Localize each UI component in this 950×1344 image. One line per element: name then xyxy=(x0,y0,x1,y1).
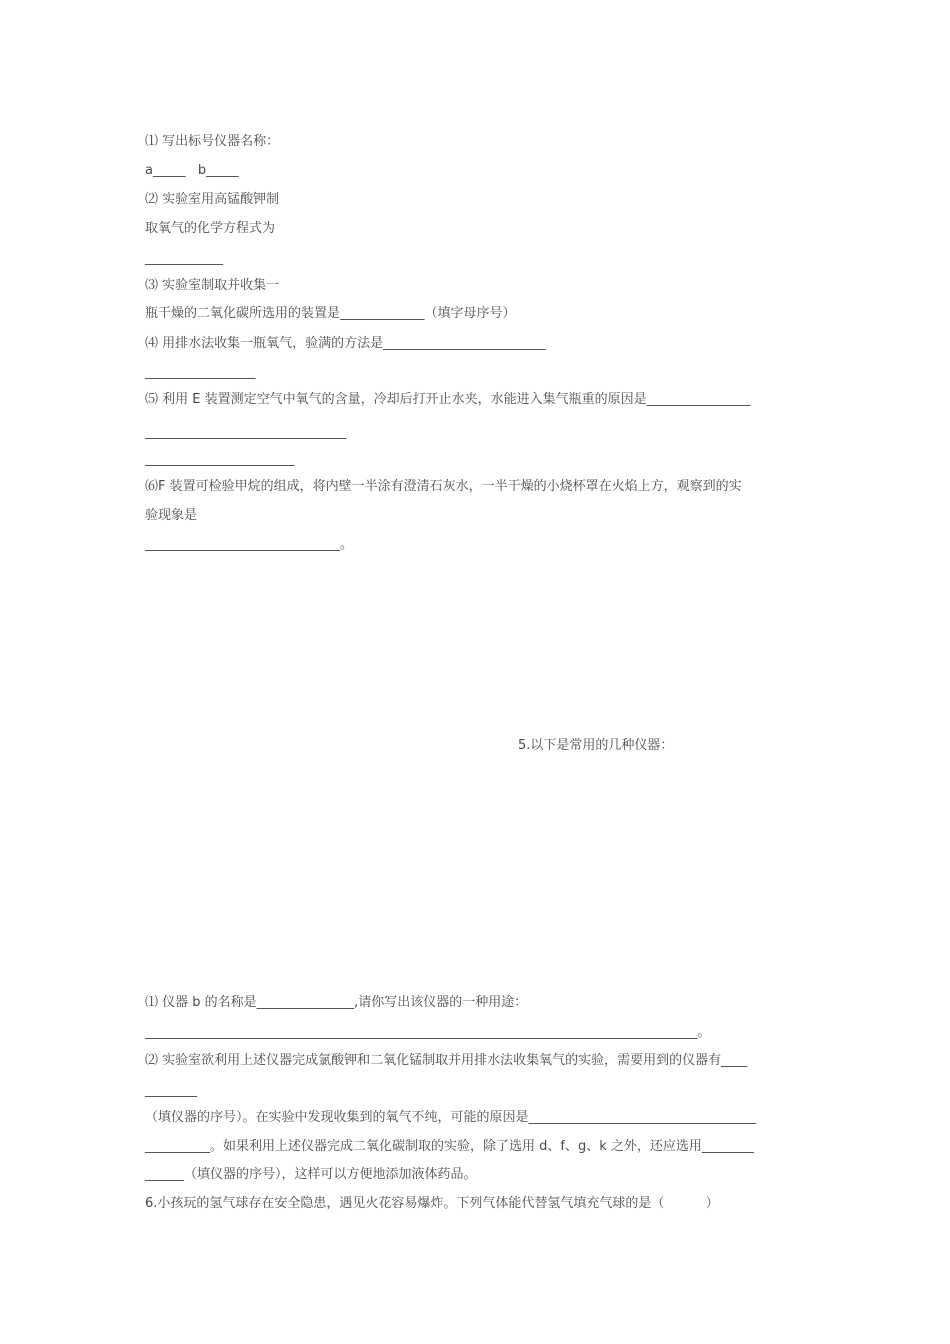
q4-part2-blank: ____________ xyxy=(145,251,223,266)
q6-title: 6.小孩玩的氢气球存在安全隐患，遇见火花容易爆炸。下列气体能代替氢气填充气球的是（ ） xyxy=(145,1196,719,1211)
q4-part3-line1: ⑶ 实验室制取并收集一 xyxy=(145,278,280,293)
q4-part4-blank: _________________ xyxy=(145,365,256,380)
q5-part2-line2: （填仪器的序号）。在实验中发现收集到的氧气不纯，可能的原因是___________________________________ xyxy=(145,1110,757,1125)
q4-part2-line2: 取氧气的化学方程式为 xyxy=(145,221,276,236)
q4-part6-line1: ⑹F 装置可检验甲烷的组成，将内壁一半涂有澄清石灰水，一半干燥的小烧杯罩在火焰上方，观察到的实 xyxy=(145,479,742,494)
q5-part1-line1: ⑴ 仪器 b 的名称是_______________,请你写出该仪器的一种用途： xyxy=(145,995,528,1010)
q5-part2-line4: ______（填仪器的序号），这样可以方便地添加液体药品。 xyxy=(145,1167,477,1182)
q5-part1-blank: _____________________________________________________________________________________。 xyxy=(145,1025,711,1040)
q4-part1-blanks: a_____ b_____ xyxy=(145,163,239,178)
q4-part6-line2: 验现象是 xyxy=(145,508,198,523)
q5-part2-line3: __________。如果利用上述仪器完成二氧化碳制取的实验，除了选用 d、f、g、k 之外，还应选用________ xyxy=(145,1139,754,1154)
q5-title: 5.以下是常用的几种仪器： xyxy=(518,738,674,753)
q4-part3-line2: 瓶干燥的二氧化碳所选用的装置是_____________（填字母序号） xyxy=(145,306,516,321)
q4-part2-line1: ⑵ 实验室用高锰酸钾制 xyxy=(145,192,280,207)
q4-part5-blank1: _______________________________ xyxy=(145,425,347,440)
q4-part1-prompt: ⑴ 写出标号仪器名称： xyxy=(145,134,280,149)
q4-part5-line1: ⑸ 利用 E 装置测定空气中氧气的含量，冷却后打开止水夹，水能进入集气瓶重的原因是________________ xyxy=(145,392,751,407)
q4-part5-blank2: _______________________ xyxy=(145,452,295,467)
q5-part2-line1: ⑵ 实验室欲利用上述仪器完成氯酸钾和二氧化锰制取并用排水法收集氧气的实验，需要用到的仪器有____ xyxy=(145,1053,748,1068)
q4-part4-line1: ⑷ 用排水法收集一瓶氧气，验满的方法是_________________________ xyxy=(145,336,546,351)
q4-part6-blank: ______________________________。 xyxy=(145,537,354,552)
q5-part2-blank: ________ xyxy=(145,1083,197,1098)
